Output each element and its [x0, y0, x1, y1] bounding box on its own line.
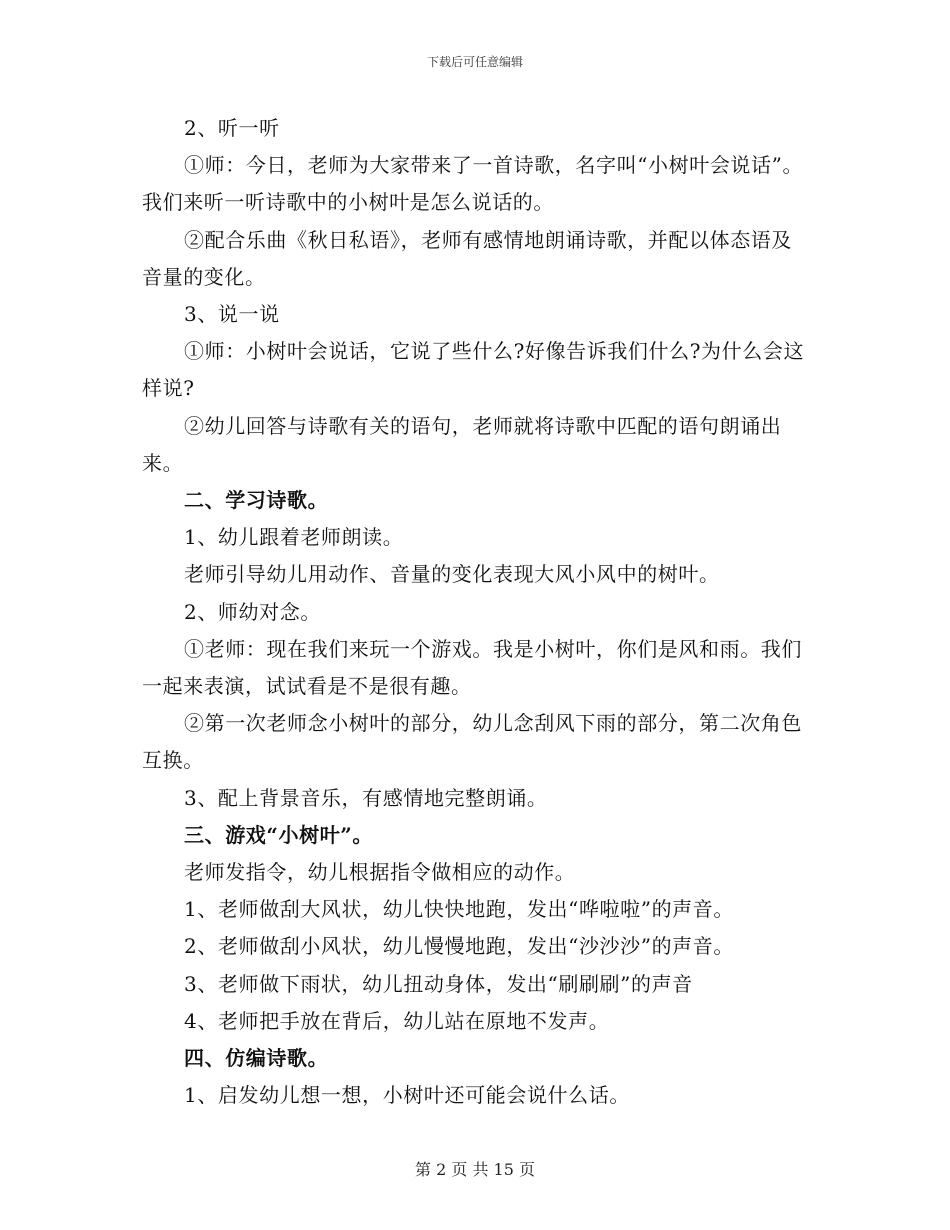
paragraph-speak-step-2: ②幼儿回答与诗歌有关的语句，老师就将诗歌中匹配的语句朗诵出来。	[142, 413, 782, 475]
paragraph-dialogue-heading: 2、师幼对念。	[184, 599, 321, 624]
page-number: 第 2 页 共 15 页	[415, 1160, 535, 1179]
paragraph-listen-heading: 2、听一听	[184, 116, 280, 140]
paragraph-game-step-2: 2、老师做刮小风状，幼儿慢慢地跑，发出“沙沙沙”的声音。	[184, 934, 734, 959]
paragraph-speak-step-1: ①师：小树叶会说话，它说了些什么?好像告诉我们什么?为什么会这样说?	[142, 339, 805, 401]
paragraph-adapt-step-1: 1、启发幼儿想一想，小树叶还可能会说什么话。	[184, 1083, 630, 1108]
page-header: 下载后可任意编辑	[426, 55, 523, 69]
paragraph-listen-step-1: ①师：今日，老师为大家带来了一首诗歌，名字叫“小树叶会说话”。我们来听一听诗歌中的小树叶是怎么说话的。	[142, 153, 804, 215]
paragraph-game-step-1: 1、老师做刮大风状，幼儿快快地跑，发出“哗啦啦”的声音。	[184, 897, 734, 922]
paragraph-game-step-3: 3、老师做下雨状，幼儿扭动身体，发出“刷刷刷”的声音	[184, 971, 693, 996]
paragraph-listen-step-2: ②配合乐曲《秋日私语》，老师有感情地朗诵诗歌，并配以体态语及音量的变化。	[142, 227, 792, 289]
paragraph-game-step-4: 4、老师把手放在背后，幼儿站在原地不发声。	[184, 1008, 610, 1033]
paragraph-speak-heading: 3、说一说	[184, 302, 280, 327]
document-body	[142, 110, 807, 1114]
paragraph-guide-actions: 老师引导幼儿用动作、音量的变化表现大风小风中的树叶。	[184, 562, 720, 587]
paragraph-follow-reading: 1、幼儿跟着老师朗读。	[184, 525, 404, 550]
paragraph-game-intro: 老师发指令，幼儿根据指令做相应的动作。	[184, 860, 576, 885]
section-heading-learn-poem: 二、学习诗歌。	[184, 488, 329, 513]
paragraph-music-recital: 3、配上背景音乐，有感情地完整朗诵。	[184, 785, 548, 810]
paragraph-dialogue-step-1: ①老师：现在我们来玩一个游戏。我是小树叶，你们是风和雨。我们一起来表演，试试看是不是很有趣。	[142, 636, 802, 699]
paragraph-dialogue-step-2: ②第一次老师念小树叶的部分，幼儿念刮风下雨的部分，第二次角色互换。	[142, 711, 802, 773]
section-heading-game: 三、游戏“小树叶”。	[184, 822, 374, 847]
section-heading-adapt-poem: 四、仿编诗歌。	[184, 1046, 329, 1071]
